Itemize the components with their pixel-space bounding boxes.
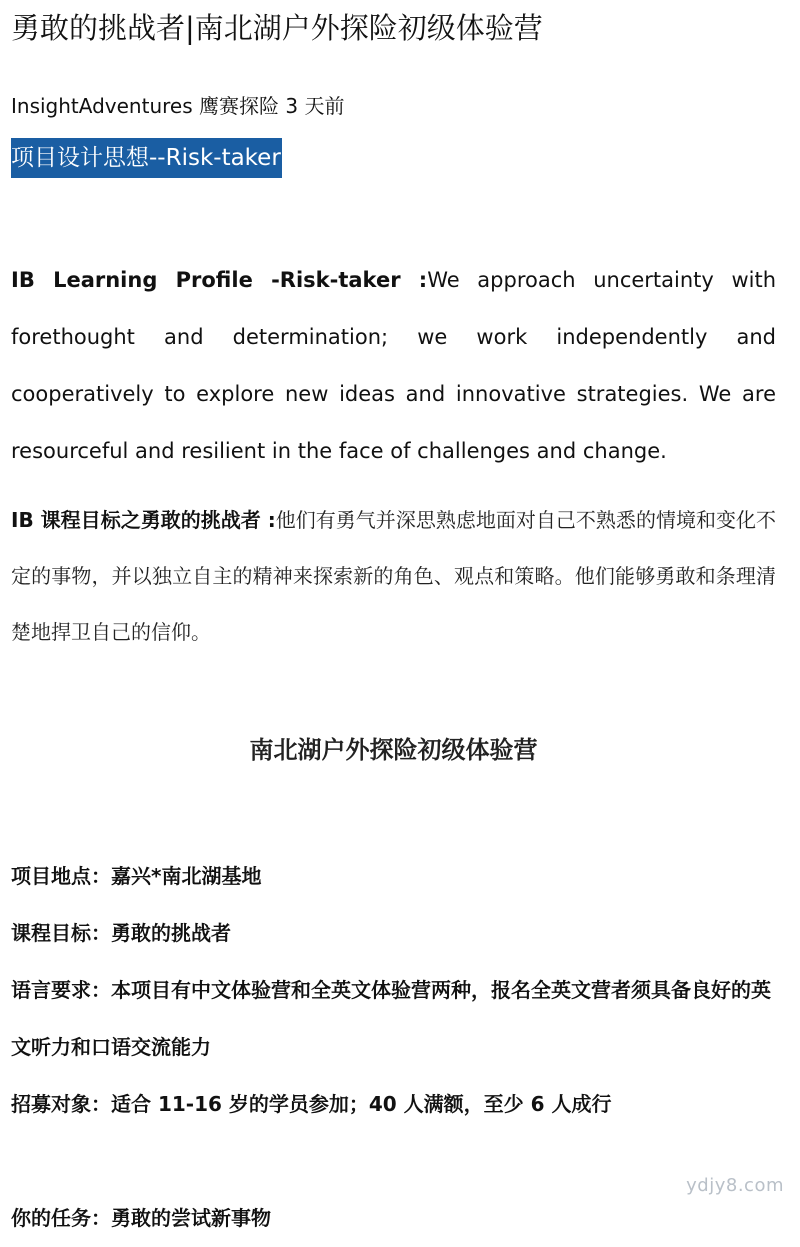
ib-profile-text: We approach uncertainty with forethought and determination; we work independently and cooperatively to explore new ideas and innovative strategies. We are resourceful and resilient in the face of challenges and change. — [11, 268, 777, 463]
camp-goal: 课程目标：勇敢的挑战者 — [11, 921, 231, 945]
publish-time: 3 天前 — [285, 94, 345, 118]
camp-info-list — [11, 848, 776, 1133]
highlight-heading-wrap — [11, 138, 776, 180]
author-name[interactable]: InsightAdventures — [11, 94, 193, 118]
highlighted-heading: 项目设计思想--Risk-taker — [11, 138, 282, 178]
camp-heading: 南北湖户外探险初级体验营 — [249, 736, 538, 764]
ib-goal-label: IB 课程目标之勇敢的挑战者 : — [11, 508, 276, 532]
channel-name[interactable]: 鹰赛探险 — [199, 94, 279, 118]
camp-recruit: 招募对象：适合 11-16 岁的学员参加；40 人满额，至少 6 人成行 — [11, 1092, 612, 1116]
camp-language: 语言要求：本项目有中文体验营和全英文体验营两种，报名全英文营者须具备良好的英文听力和口语交流能力 — [11, 978, 771, 1059]
ib-profile-label: IB Learning Profile -Risk-taker : — [11, 268, 428, 292]
ib-goal-text: 他们有勇气并深思熟虑地面对自己不熟悉的情境和变化不定的事物，并以独立自主的精神来探索新的角色、观点和策略。他们能够勇敢和条理清楚地捍卫自己的信仰。 — [11, 508, 777, 644]
article-title: 勇敢的挑战者|南北湖户外探险初级体验营 — [11, 11, 543, 45]
camp-task: 你的任务：勇敢的尝试新事物 — [11, 1206, 271, 1230]
camp-location: 项目地点：嘉兴*南北湖基地 — [11, 864, 262, 888]
site-watermark: ydjy8.com — [686, 1175, 784, 1196]
ib-profile-paragraph — [11, 252, 776, 480]
article-meta — [11, 92, 776, 120]
ib-goal-paragraph — [11, 492, 776, 660]
